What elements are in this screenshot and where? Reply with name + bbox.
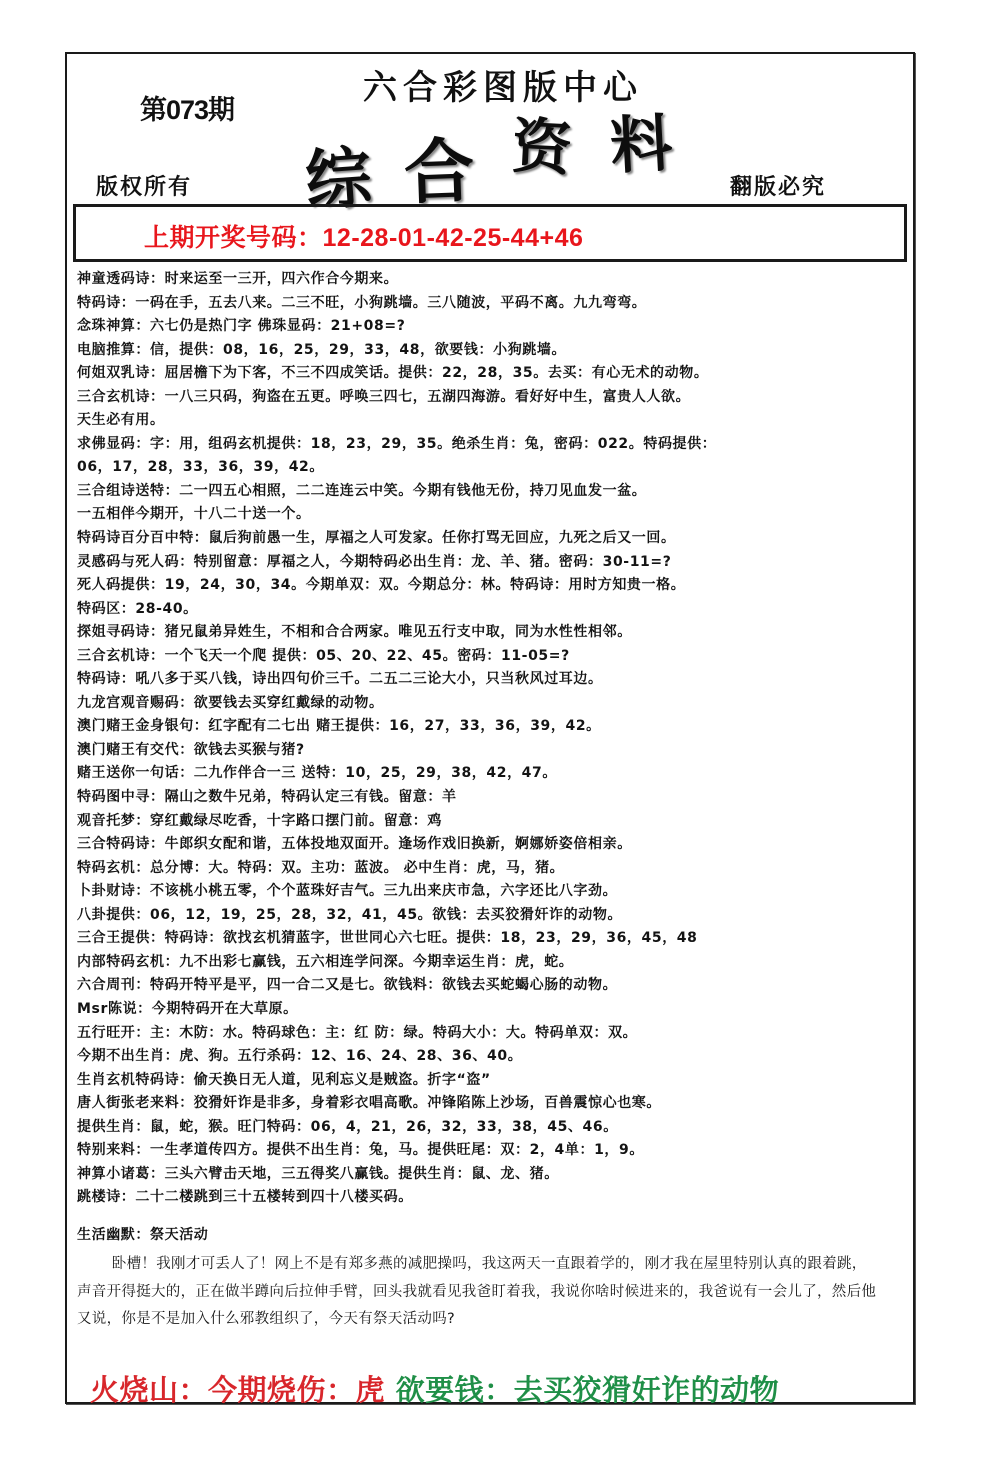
tip-line: 特码图中寻：隔山之数牛兄弟，特码认定三有钱。留意：羊	[77, 789, 457, 806]
footer-banner	[90, 1368, 779, 1409]
humor-paragraph: 卧槽！我刚才可丢人了！网上不是有郑多燕的减肥操吗，我这两天一直跟着学的，刚才我在屋里特别认真的跟着跳，声音开得挺大的，正在做半蹲向后拉伸手臂，回头我就看见我爸盯着我，我说你啥时候进来的，我爸说有一会儿了，然后他又说，你是不是加入什么邪教组织了，今天有祭天活动吗?	[77, 1256, 877, 1327]
copyright-notice: 版权所有	[96, 174, 193, 200]
tip-line: 澳门赌王有交代：欲钱去买猴与猪?	[77, 741, 305, 758]
tip-line: 五行旺开：主：木防：水。特码球色：主：红 防：绿。特码大小：大。特码单双：双。	[77, 1024, 638, 1041]
tip-line: 三合玄机诗：一八三只码，狗盗在五更。呼唤三四七，五湖四海游。看好好中生，富贵人人欲。	[77, 388, 691, 405]
tip-line: 赌王送你一句话：二九作伴合一三 送特：10，25，29，38，42，47。	[77, 765, 557, 782]
tip-line: 今期不出生肖：虎、狗。五行杀码：12、16、24、28、36、40。	[77, 1048, 523, 1065]
tip-line: 三合王提供：特码诗：欲找玄机猜蓝字，世世同心六七旺。提供：18，23，29，36，45，48	[77, 930, 698, 947]
tip-line: 特码诗：一码在手，五去八来。二三不旺，小狗跳墙。三八随波，平码不离。九九弯弯。	[77, 294, 647, 311]
humor-title: 生活幽默：祭天活动	[77, 1227, 209, 1243]
tip-line: 跳楼诗：二十二楼跳到三十五楼转到四十八楼买码。	[77, 1189, 413, 1206]
tip-line: 06，17，28，33，36，39，42。	[77, 459, 324, 476]
main-title-char: 综	[302, 137, 375, 221]
tip-line: 特别来料：一生孝道传四方。提供不出生肖：兔，马。提供旺尾：双：2，4单：1，9。	[77, 1142, 644, 1159]
tip-line: 六合周刊：特码开特平是平，四一合二又是七。欲钱料：欲钱去买蛇蝎心肠的动物。	[77, 977, 618, 994]
tip-line: 内部特码玄机：九不出彩七赢钱，五六相连学问深。今期幸运生肖：虎，蛇。	[77, 953, 574, 970]
tip-line: 澳门赌王金身银句：红字配有二七出 赌王提供：16，27，33，36，39，42。	[77, 718, 601, 735]
last-draw-box	[73, 204, 907, 262]
tip-line: 观音托梦：穿红戴绿尽吃香，十字路口摆门前。留意：鸡	[77, 812, 442, 829]
tip-line: 何姐双乳诗：屈居檐下为下客，不三不四成笑话。提供：22，28，35。去买：有心无术的动物。	[77, 365, 709, 382]
tip-line: 神算小诸葛：三头六臂击天地，三五得奖八赢钱。提供生肖：鼠、龙、猪。	[77, 1165, 559, 1182]
tip-line: 死人码提供：19，24，30，34。今期单双：双。今期总分：林。特码诗：用时方知贵一格。	[77, 577, 686, 594]
tip-line: 电脑推算：信，提供：08，16，25，29，33，48，欲要钱：小狗跳墙。	[77, 341, 567, 358]
last-draw-label: 上期开奖号码：	[144, 224, 323, 252]
humor-section	[77, 1251, 877, 1334]
last-draw-numbers: 12-28-01-42-25-44+46	[322, 224, 584, 252]
tip-line: 求佛显码：字：用，组码玄机提供：18，23，29，35。绝杀生肖：兔，密码：022。特码提供：	[77, 435, 717, 452]
tip-line: 探姐寻码诗：猪兄鼠弟异姓生，不相和合合两家。唯见五行支中取，同为水性性相邻。	[77, 624, 632, 641]
tips-list	[77, 268, 912, 1210]
footer-green-text: 欲要钱：去买狡猾奸诈的动物	[395, 1373, 780, 1407]
tip-line: 特码区：28-40。	[77, 600, 198, 617]
tip-line: 三合特码诗：牛郎织女配和谐，五体投地双面开。逢场作戏旧换新，婀娜娇姿倍相亲。	[77, 836, 632, 853]
tip-line: 三合组诗送特：二一四五心相照，二二连连云中笑。今期有钱他无份，持刀见血发一盆。	[77, 482, 647, 499]
main-title-char: 料	[608, 106, 675, 183]
tip-line: Msr陈说：今期特码开在大草原。	[77, 1000, 298, 1017]
tip-line: 提供生肖：鼠，蛇，猴。旺门特码：06，4，21，26，32，33，38，45、46。	[77, 1118, 618, 1135]
tip-line: 特码玄机：总分博：大。特码：双。主功：蓝波。 必中生肖：虎，马，猪。	[77, 859, 565, 876]
anti-piracy-notice: 翻版必究	[730, 174, 827, 200]
tip-line: 三合玄机诗：一个飞天一个爬 提供：05、20、22、45。密码：11-05=?	[77, 647, 570, 664]
tip-line: 特码诗百分百中特：鼠后狗前愚一生，厚福之人可发家。任你打骂无回应，九死之后又一回。	[77, 530, 676, 547]
issue-number: 第073期	[140, 95, 235, 125]
tip-line: 唐人街张老来料：狡猾奸诈是非多，身着彩衣唱高歌。冲锋陷陈上沙场，百兽震惊心也寒。	[77, 1095, 661, 1112]
tip-line: 八卦提供：06，12，19，25，28，32，41，45。欲钱：去买狡猾奸诈的动物。	[77, 906, 623, 923]
tip-line: 神童透码诗：时来运至一三开，四六作合今期来。	[77, 271, 399, 287]
tip-line: 灵感码与死人码：特别留意：厚福之人，今期特码必出生肖：龙、羊、猪。密码：30-11=?	[77, 553, 672, 570]
main-title-char: 合	[402, 128, 476, 215]
tip-line: 卜卦财诗：不该桃小桃五零，个个蓝珠好吉气。三九出来庆市急，六字还比八字劲。	[77, 883, 618, 900]
publisher-title: 六合彩图版中心	[363, 68, 643, 108]
tip-line: 特码诗：吼八多于买八钱，诗出四句价三千。二五二三论大小，只当秋风过耳边。	[77, 671, 603, 688]
main-title-char: 资	[509, 111, 574, 185]
tip-line: 天生必有用。	[77, 412, 165, 429]
tip-line: 生肖玄机特码诗：偷天换日无人道，见利忘义是贼盗。折字“盗”	[77, 1071, 491, 1088]
tip-line: 九龙宫观音赐码：欲要钱去买穿红戴绿的动物。	[77, 694, 384, 711]
footer-red-text: 火烧山：今期烧伤：虎	[90, 1373, 386, 1407]
last-draw-result	[144, 218, 583, 254]
tip-line: 一五相伴今期开，十八二十送一个。	[77, 506, 311, 523]
tip-line: 念珠神算：六七仍是热门字 佛珠显码：21+08=?	[77, 318, 406, 335]
